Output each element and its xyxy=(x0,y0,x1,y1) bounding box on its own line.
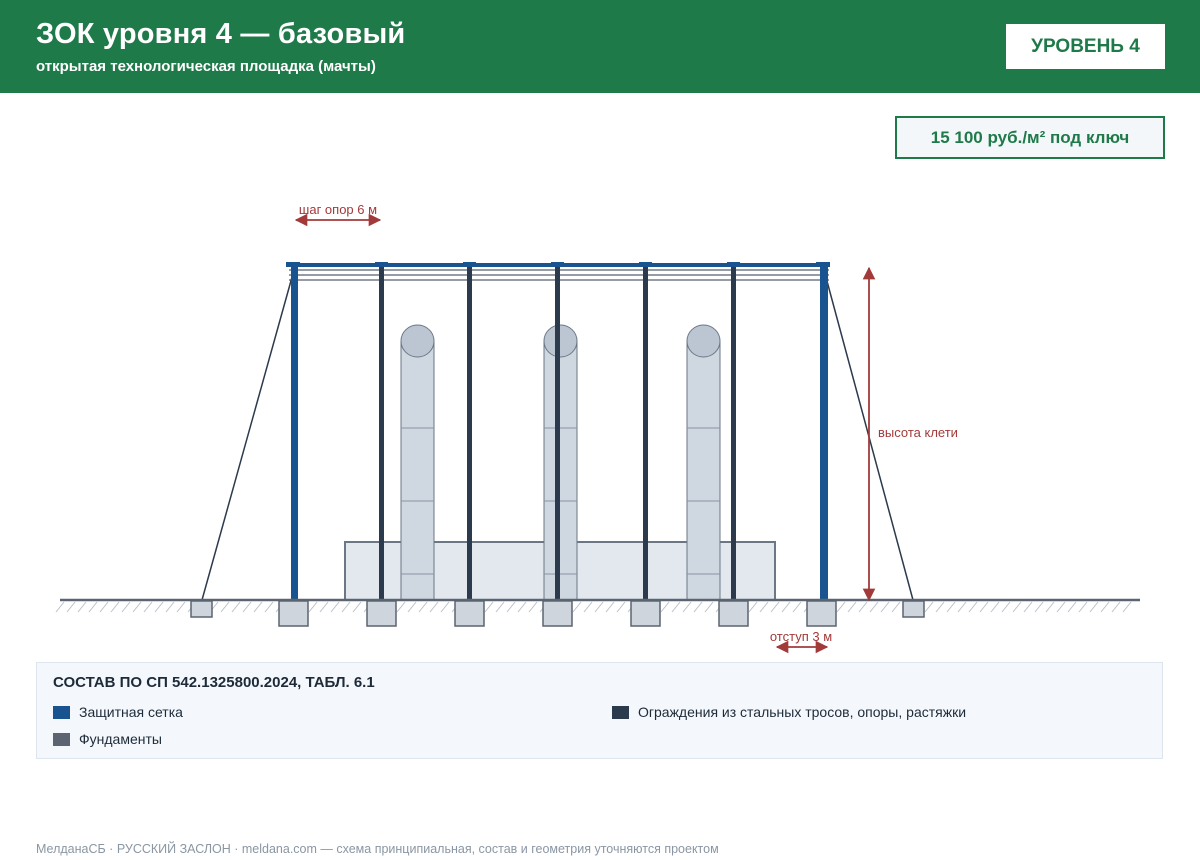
hatch-mark xyxy=(969,602,977,612)
end-post xyxy=(286,262,300,600)
mast xyxy=(401,325,434,600)
hatch-mark xyxy=(507,602,515,612)
hatch-mark xyxy=(232,602,240,612)
hatch-mark xyxy=(331,602,339,612)
hatch-mark xyxy=(111,602,119,612)
legend-item-foundations xyxy=(53,731,162,747)
hatch-mark xyxy=(529,602,537,612)
hatch-mark xyxy=(1002,602,1010,612)
hatch-mark xyxy=(980,602,988,612)
hatch-mark xyxy=(254,602,262,612)
hatch-mark xyxy=(991,602,999,612)
hatch-mark xyxy=(683,602,691,612)
hatch-mark xyxy=(1057,602,1065,612)
ground-hatching xyxy=(56,602,1131,612)
height-dimension-label: высота клети xyxy=(878,425,958,440)
hatch-mark xyxy=(760,602,768,612)
hatch-mark xyxy=(892,602,900,612)
mast xyxy=(687,325,720,600)
hatch-mark xyxy=(705,602,713,612)
hatch-mark xyxy=(1035,602,1043,612)
anchor-foundation xyxy=(903,601,924,617)
hatch-mark xyxy=(397,602,405,612)
offset-dimension-label: отступ 3 м xyxy=(769,629,833,644)
hatch-mark xyxy=(672,602,680,612)
hatch-mark xyxy=(573,602,581,612)
hatch-mark xyxy=(749,602,757,612)
hatch-mark xyxy=(870,602,878,612)
hatch-mark xyxy=(617,602,625,612)
hatch-mark xyxy=(100,602,108,612)
hatch-mark xyxy=(1068,602,1076,612)
foundation xyxy=(543,601,572,626)
hatch-mark xyxy=(694,602,702,612)
hatch-mark xyxy=(122,602,130,612)
legend-item-protective-net xyxy=(53,704,183,720)
hatch-mark xyxy=(1079,602,1087,612)
hatch-mark xyxy=(320,602,328,612)
foundation xyxy=(455,601,484,626)
hatch-mark xyxy=(408,602,416,612)
hatch-mark xyxy=(947,602,955,612)
page-subtitle: открытая технологическая площадка (мачты) xyxy=(36,58,376,75)
hatch-mark xyxy=(1046,602,1054,612)
hatch-mark xyxy=(518,602,526,612)
hatch-mark xyxy=(837,602,845,612)
hatch-mark xyxy=(56,602,64,612)
anchor-foundation xyxy=(191,601,212,617)
hatch-mark xyxy=(441,602,449,612)
hatch-mark xyxy=(419,602,427,612)
end-post xyxy=(816,262,830,600)
hatch-mark xyxy=(661,602,669,612)
hatch-mark xyxy=(265,602,273,612)
hatch-mark xyxy=(1024,602,1032,612)
page-title: ЗОК уровня 4 — базовый xyxy=(36,18,406,50)
hatch-mark xyxy=(595,602,603,612)
foundation xyxy=(279,601,308,626)
hatch-mark xyxy=(782,602,790,612)
legend-item-label: Защитная сетка xyxy=(79,704,183,720)
hatch-mark xyxy=(848,602,856,612)
composition-legend xyxy=(36,662,1163,759)
foundations xyxy=(191,601,924,626)
hatch-mark xyxy=(881,602,889,612)
hatch-mark xyxy=(859,602,867,612)
hatch-mark xyxy=(958,602,966,612)
hatch-mark xyxy=(1101,602,1109,612)
foundation xyxy=(807,601,836,626)
legend-swatch xyxy=(612,706,629,719)
hatch-mark xyxy=(166,602,174,612)
hatch-mark xyxy=(221,602,229,612)
legend-item-label: Ограждения из стальных тросов, опоры, растяжки xyxy=(638,704,967,720)
hatch-mark xyxy=(133,602,141,612)
hatch-mark xyxy=(89,602,97,612)
hatch-mark xyxy=(177,602,185,612)
hatch-mark xyxy=(342,602,350,612)
price-box: 15 100 руб./м² под ключ xyxy=(895,116,1165,159)
hatch-mark xyxy=(496,602,504,612)
hatch-mark xyxy=(144,602,152,612)
foundation xyxy=(719,601,748,626)
span-dimension-label: шаг опор 6 м xyxy=(298,202,378,217)
hatch-mark xyxy=(309,602,317,612)
hatch-mark xyxy=(925,602,933,612)
hatch-mark xyxy=(78,602,86,612)
hatch-mark xyxy=(430,602,438,612)
hatch-mark xyxy=(1123,602,1131,612)
hatch-mark xyxy=(353,602,361,612)
legend-item-steel-fencing xyxy=(612,704,966,720)
hatch-mark xyxy=(1013,602,1021,612)
hatch-mark xyxy=(606,602,614,612)
foundation xyxy=(367,601,396,626)
guy-wire xyxy=(202,270,294,600)
hatch-mark xyxy=(771,602,779,612)
hatch-mark xyxy=(243,602,251,612)
legend-title: СОСТАВ ПО СП 542.1325800.2024, ТАБЛ. 6.1 xyxy=(53,674,375,691)
page-footer: МелданаСБ · РУССКИЙ ЗАСЛОН · meldana.com — схема принципиальная, состав и геометрия уточняются проектом xyxy=(36,842,719,856)
hatch-mark xyxy=(485,602,493,612)
hatch-mark xyxy=(155,602,163,612)
mast xyxy=(544,325,577,600)
foundation xyxy=(631,601,660,626)
legend-swatch xyxy=(53,706,70,719)
hatch-mark xyxy=(67,602,75,612)
hatch-mark xyxy=(1090,602,1098,612)
level-badge: УРОВЕНЬ 4 xyxy=(1006,24,1165,69)
hatch-mark xyxy=(936,602,944,612)
legend-swatch xyxy=(53,733,70,746)
hatch-mark xyxy=(793,602,801,612)
hatch-mark xyxy=(1112,602,1120,612)
legend-item-label: Фундаменты xyxy=(79,731,162,747)
hatch-mark xyxy=(584,602,592,612)
